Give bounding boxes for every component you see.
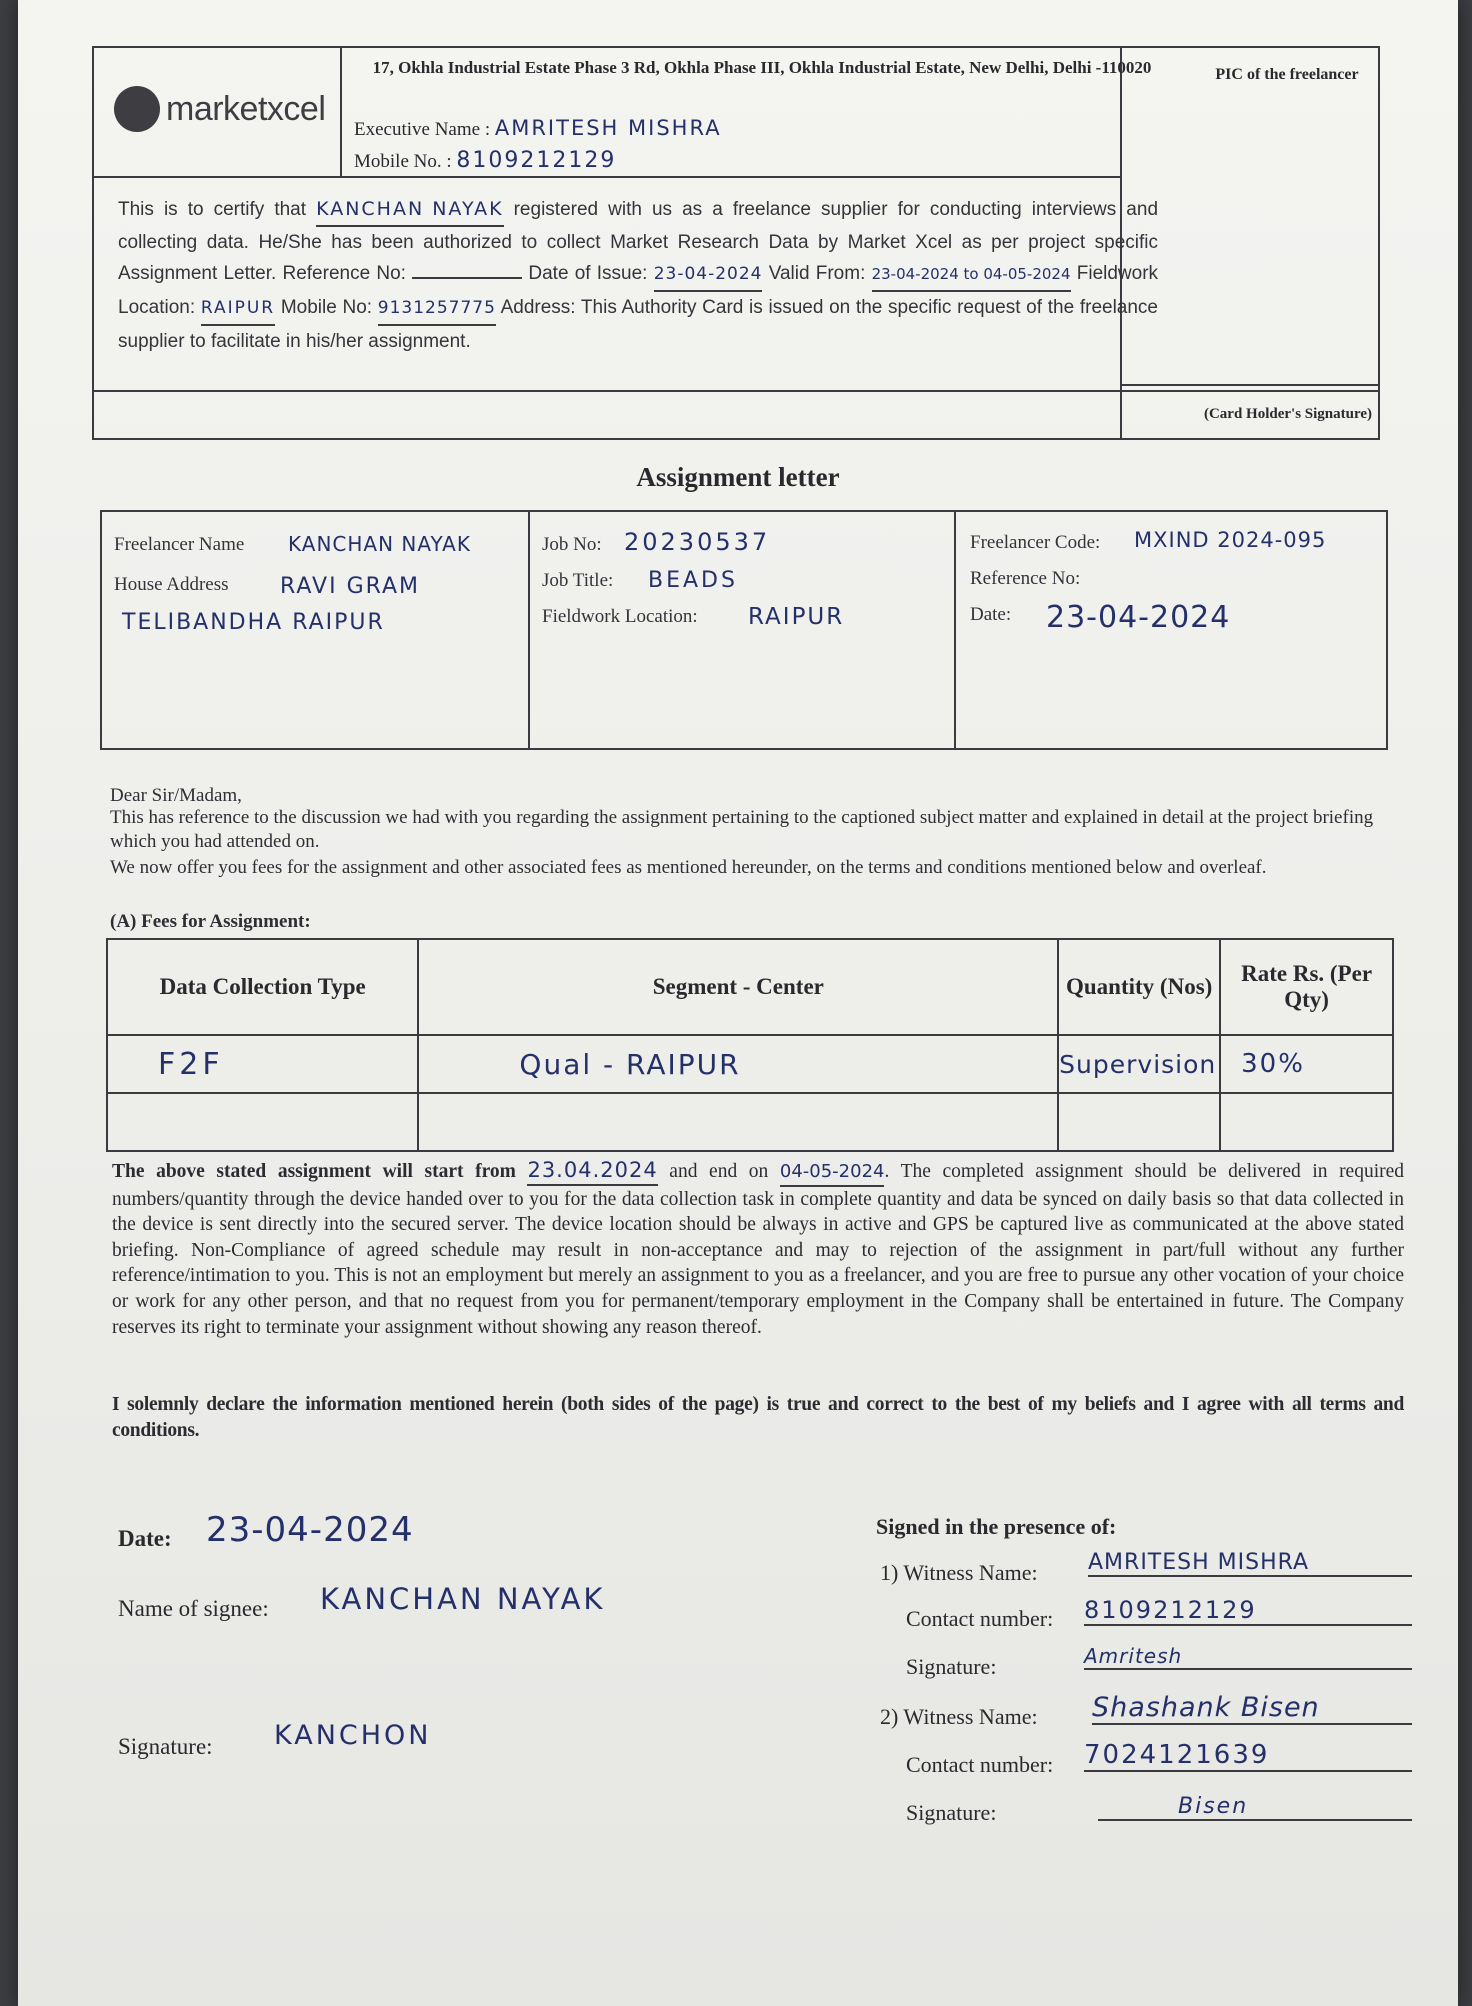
terms-text: and end on bbox=[669, 1161, 769, 1182]
intro-paragraph-2: We now offer you fees for the assignment and other associated fees as mentioned hereunder, on the terms and conditions mentioned below and overleaf. bbox=[110, 857, 1267, 878]
header-segment-center: Segment - Center bbox=[418, 939, 1058, 1035]
table-cell: F2F bbox=[107, 1035, 418, 1093]
executive-name: AMRITESH MISHRA bbox=[494, 116, 722, 140]
job-no-label: Job No: bbox=[542, 534, 602, 555]
cert-text: Fieldwork bbox=[1076, 263, 1159, 284]
witness-1-contact-label: Contact number: bbox=[906, 1606, 1054, 1631]
freelancer-code: MXIND 2024-095 bbox=[1134, 528, 1327, 552]
witness-1-contact: 8109212129 bbox=[1084, 1596, 1412, 1626]
job-title: BEADS bbox=[648, 568, 738, 593]
fees-table bbox=[106, 938, 1394, 1152]
freelancer-name-label: Freelancer Name bbox=[114, 534, 245, 555]
signee-signature-label: Signature: bbox=[118, 1734, 213, 1759]
cert-text: Address: This Authority Card is issued on the specific request of the freelance supplier to facilitate in his/her assignment. bbox=[118, 297, 1158, 352]
executive-row bbox=[354, 116, 722, 141]
letter-title: Assignment letter bbox=[636, 462, 840, 492]
table-cell: Supervision bbox=[1058, 1035, 1220, 1093]
cert-valid-period: 23-04-2024 to 04-05-2024 bbox=[872, 259, 1071, 292]
fees-heading: (A) Fees for Assignment: bbox=[110, 911, 311, 932]
terms-paragraph bbox=[112, 1158, 1404, 1340]
start-date: 23.04.2024 bbox=[527, 1158, 657, 1186]
photo-label: PIC of the freelancer bbox=[1215, 66, 1359, 83]
table-divider bbox=[528, 512, 530, 748]
witness-2-contact: 7024121639 bbox=[1084, 1740, 1412, 1772]
witness-2-contact-label: Contact number: bbox=[906, 1752, 1054, 1777]
table-cell: 30% bbox=[1220, 1035, 1393, 1093]
cert-text: Location: bbox=[118, 297, 196, 318]
house-address-line-2: TELIBANDHA RAIPUR bbox=[122, 610, 385, 635]
table-cell bbox=[418, 1093, 1058, 1151]
cert-mobile: 9131257775 bbox=[378, 293, 496, 326]
header-rate: Rate Rs. (Per Qty) bbox=[1220, 939, 1393, 1035]
table-cell bbox=[107, 1093, 418, 1151]
executive-label: Executive Name : bbox=[354, 119, 491, 140]
reference-blank bbox=[412, 277, 522, 279]
certification-text bbox=[118, 194, 1158, 357]
witness-1-name: AMRITESH MISHRA bbox=[1088, 1550, 1412, 1577]
cert-text: registered with us as a freelance supplier for conducting interviews and collecting data. He/She has been authorized to collect Market Research Data by Market Xcel as per project specific Assignment Letter. Reference No: bbox=[118, 199, 1159, 284]
witness-2-name-label: 2) Witness Name: bbox=[880, 1704, 1038, 1729]
cert-text: This is to certify that bbox=[118, 199, 307, 220]
header-data-collection-type: Data Collection Type bbox=[107, 939, 418, 1035]
house-address-line-1: RAVI GRAM bbox=[280, 574, 421, 599]
table-cell bbox=[1220, 1093, 1393, 1151]
witness-1-name-label: 1) Witness Name: bbox=[880, 1560, 1038, 1585]
witness-2-signature-label: Signature: bbox=[906, 1800, 997, 1825]
job-title-label: Job Title: bbox=[542, 570, 614, 591]
header-quantity: Quantity (Nos) bbox=[1058, 939, 1220, 1035]
table-cell bbox=[1058, 1093, 1220, 1151]
declaration: I solemnly declare the information mentioned herein (both sides of the page) is true and correct to the best of my beliefs and I agree with all terms and conditions. bbox=[112, 1394, 1404, 1441]
cert-text: Valid From: bbox=[768, 263, 866, 284]
cert-text: Mobile No: bbox=[280, 297, 373, 318]
table-divider bbox=[954, 512, 956, 748]
reference-no-label: Reference No: bbox=[970, 568, 1081, 589]
fees-header-row bbox=[107, 939, 1393, 1035]
terms-text: The above stated assignment will start from bbox=[112, 1161, 516, 1182]
signoff-date-label: Date: bbox=[118, 1526, 172, 1551]
freelancer-name: KANCHAN NAYAK bbox=[288, 532, 471, 556]
job-no: 20230537 bbox=[624, 528, 771, 556]
signee-name: KANCHAN NAYAK bbox=[320, 1582, 606, 1616]
fieldwork-location: RAIPUR bbox=[748, 604, 845, 630]
cert-text: Date of Issue: bbox=[528, 263, 648, 284]
authority-card bbox=[92, 46, 1380, 440]
witness-1-signature-label: Signature: bbox=[906, 1654, 997, 1679]
card-holder-signature-caption: (Card Holder's Signature) bbox=[1203, 406, 1373, 422]
terms-text: . The completed assignment should be delivered in required numbers/quantity through the device handed over to you for the data collection task in complete quantity and data be synced on daily basis so that data collected in the device is sent directly into the secured server. The device location should be always in active and GPS be captured live as communicated at the above stated briefing. Non-Compliance of agreed schedule may result in non-acceptance and may to rejection of the assignment in part/full without any further reference/intimation to you. This is not an employment but merely an assignment to you as a freelancer, and you are free to pursue any other vocation of your choice or work for any other person, and that no request from you for permanent/temporary employment in the Company shall be entertained in future. The Company reserves its right to terminate your assignment without showing any reason thereof. bbox=[112, 1161, 1405, 1338]
card-divider bbox=[1122, 384, 1380, 386]
mobile-row bbox=[354, 148, 616, 173]
signee-signature: KANCHON bbox=[274, 1720, 432, 1751]
letter-date: 23-04-2024 bbox=[1046, 600, 1231, 635]
fieldwork-location-label: Fieldwork Location: bbox=[542, 606, 698, 627]
house-address-label: House Address bbox=[114, 574, 229, 595]
logo-text: marketxcel bbox=[166, 89, 326, 128]
intro-paragraph-1: This has reference to the discussion we had with you regarding the assignment pertaining to the captioned subject matter and explained in detail at the project briefing which you had attended on. bbox=[110, 807, 1374, 852]
company-address: 17, Okhla Industrial Estate Phase 3 Rd, Okhla Phase III, Okhla Industrial Estate, New Delhi, Delhi -110020 bbox=[372, 58, 1152, 77]
presence-label: Signed in the presence of: bbox=[876, 1514, 1117, 1539]
card-divider bbox=[92, 390, 1380, 392]
freelancer-code-label: Freelancer Code: bbox=[970, 532, 1101, 553]
cert-location: RAIPUR bbox=[201, 293, 275, 326]
card-divider bbox=[92, 176, 1122, 178]
cert-issue-date: 23-04-2024 bbox=[654, 259, 763, 292]
mobile-number: 8109212129 bbox=[456, 148, 617, 173]
logo-mark-icon bbox=[114, 86, 160, 132]
signoff-date: 23-04-2024 bbox=[206, 1510, 414, 1550]
table-row bbox=[107, 1093, 1393, 1151]
witness-2-name: Shashank Bisen bbox=[1092, 1692, 1412, 1725]
witness-1-signature: Amritesh bbox=[1084, 1644, 1412, 1670]
table-row bbox=[107, 1035, 1393, 1093]
freelancer-details-table bbox=[100, 510, 1388, 750]
witness-2-signature: Bisen bbox=[1098, 1794, 1412, 1821]
mobile-label: Mobile No. : bbox=[354, 151, 452, 172]
salutation: Dear Sir/Madam, bbox=[110, 785, 242, 806]
document-page bbox=[18, 0, 1458, 2006]
date-label: Date: bbox=[970, 604, 1012, 625]
table-cell: Qual - RAIPUR bbox=[418, 1035, 1058, 1093]
company-logo bbox=[114, 86, 325, 132]
cert-freelancer-name: KANCHAN NAYAK bbox=[316, 194, 503, 227]
signee-label: Name of signee: bbox=[118, 1596, 269, 1621]
end-date: 04-05-2024 bbox=[780, 1159, 885, 1187]
